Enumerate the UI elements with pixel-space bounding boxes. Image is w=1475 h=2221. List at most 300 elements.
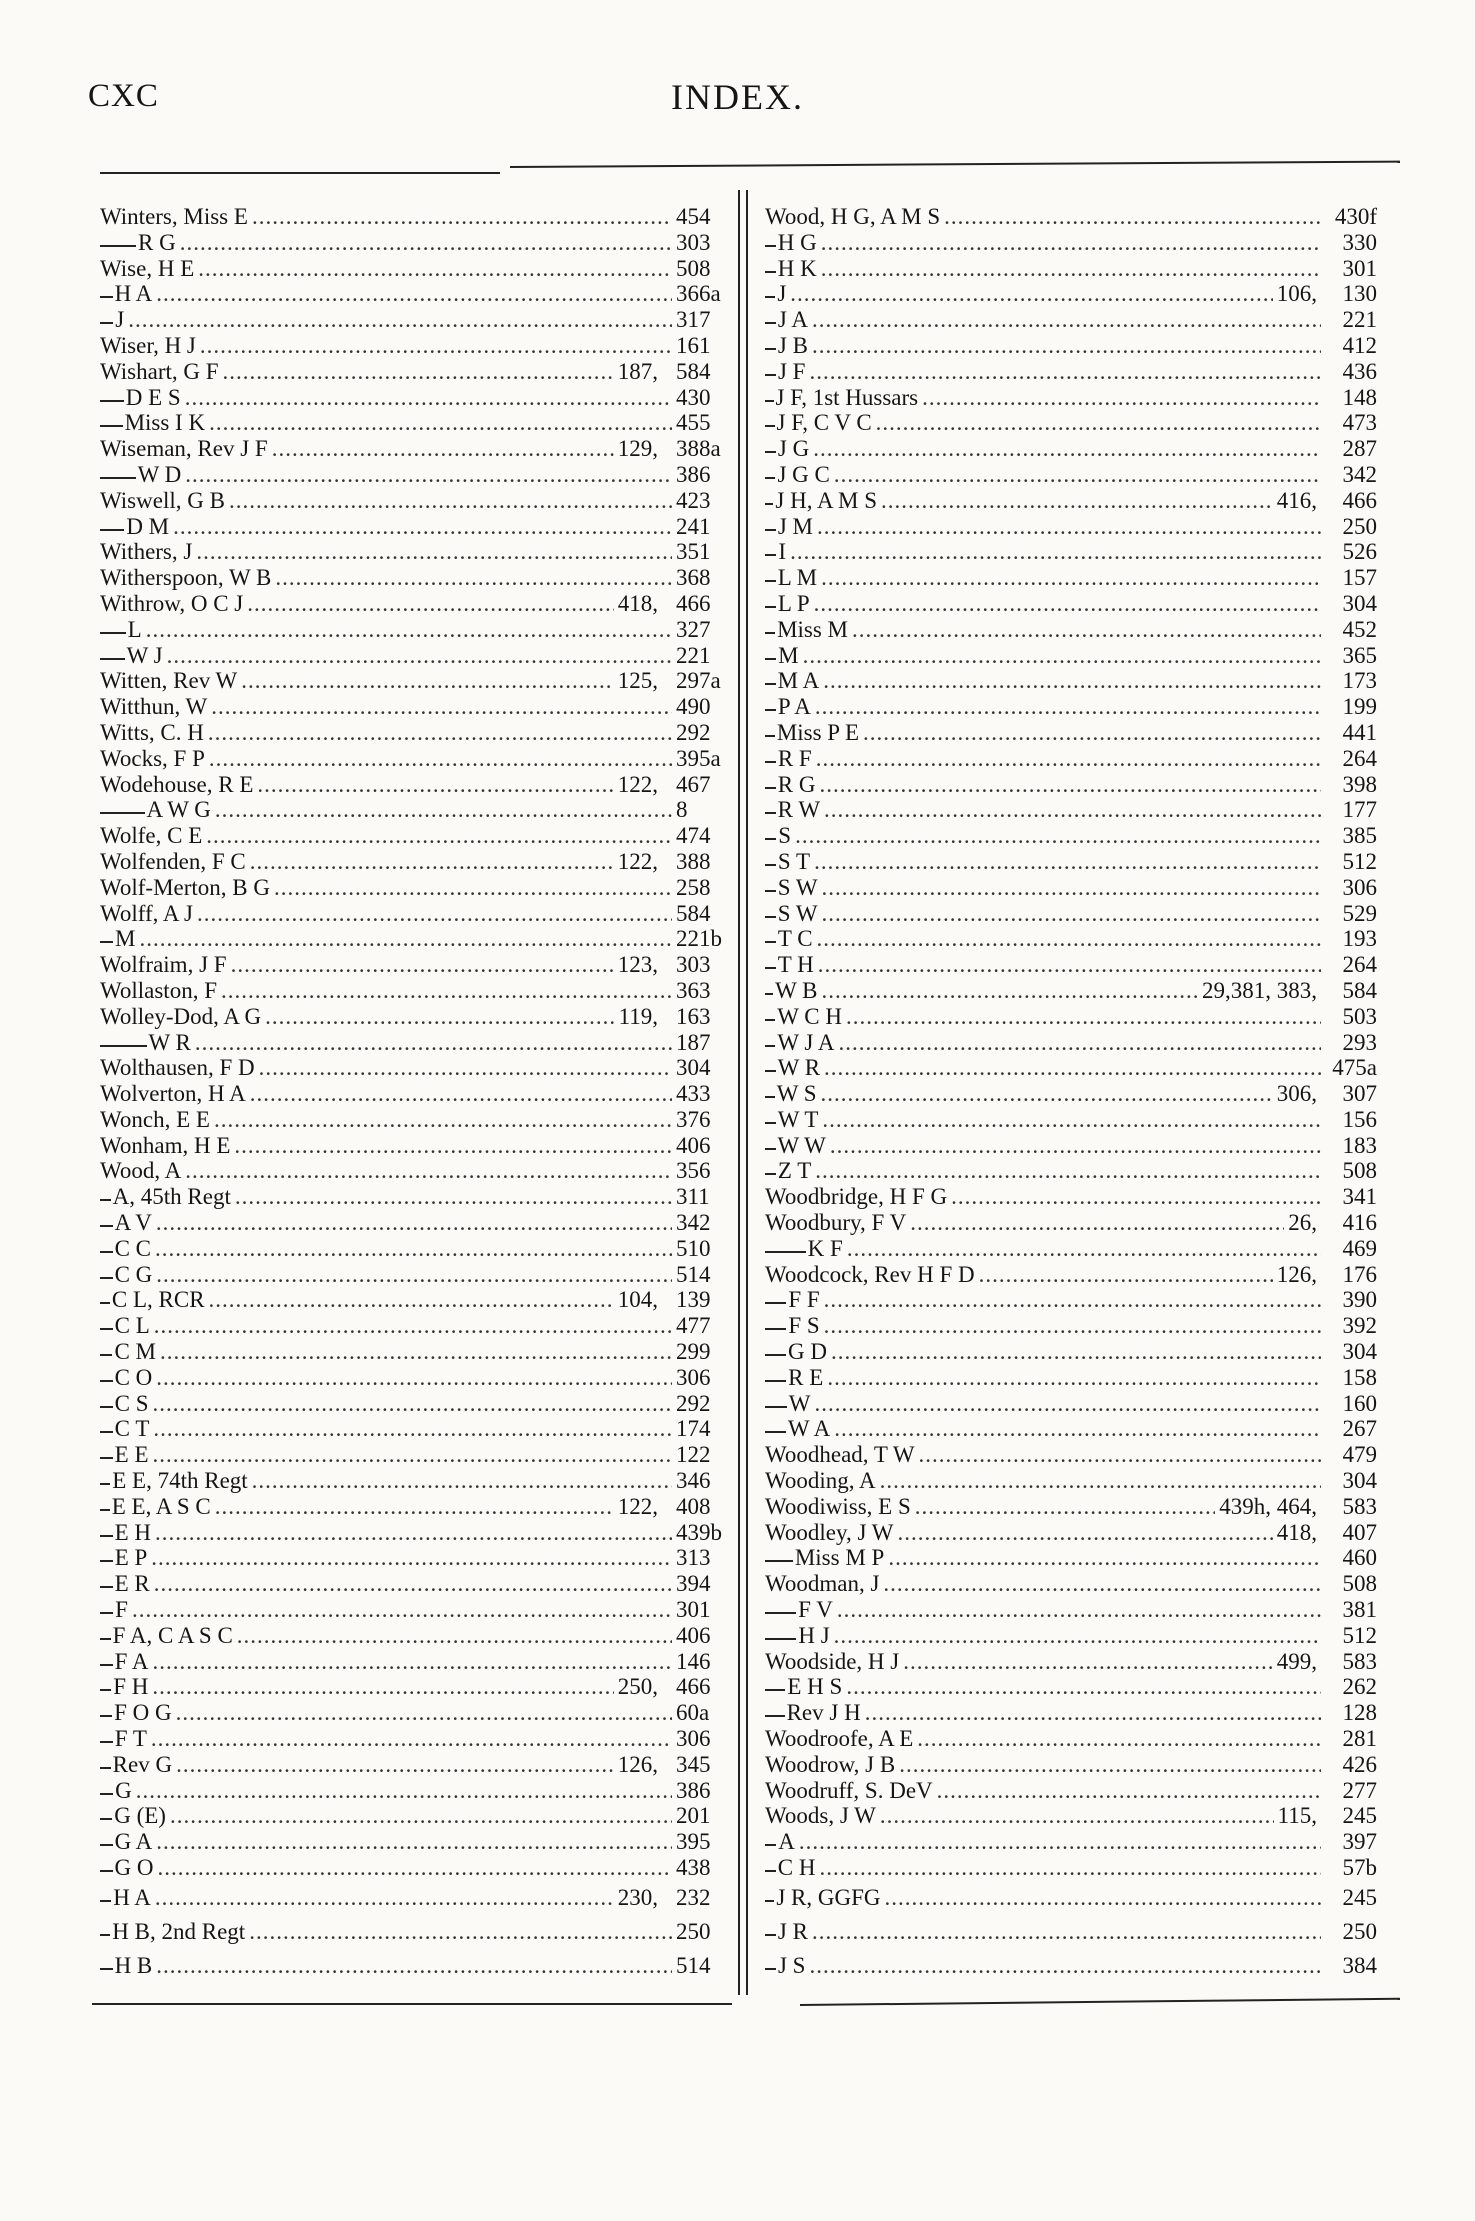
entry-name: Woodroofe, A E [765, 1726, 914, 1752]
entry-name: J M [777, 513, 813, 539]
entry-page: 584 [676, 900, 711, 926]
entry-name: R G [777, 771, 816, 797]
dot-leader [815, 694, 1321, 720]
entry-page: 277 [1342, 1777, 1377, 1803]
entry-page: 406 [676, 1132, 711, 1158]
dot-leader [237, 1623, 672, 1649]
entry-name: E P [114, 1545, 148, 1571]
entry-name: J F, C V C [776, 410, 872, 436]
entry-name: D M [126, 513, 170, 539]
entry-name: F A [114, 1648, 149, 1674]
index-entry [100, 643, 732, 669]
entry-name: W R [777, 1055, 821, 1081]
entry-page: 356 [676, 1158, 711, 1184]
entry-page: 510 [676, 1235, 711, 1261]
entry-extra-pages: 122, [617, 1493, 658, 1519]
entry-extra-pages: 126, [1276, 1261, 1317, 1287]
entry-extra-pages: 106, [1276, 281, 1317, 307]
dot-leader [156, 1210, 672, 1236]
entry-name: C L [114, 1313, 150, 1339]
entry-name: R E [788, 1364, 824, 1390]
index-entry [100, 1752, 732, 1778]
entry-page: 8 [676, 797, 688, 823]
dot-leader [795, 823, 1321, 849]
dot-leader [167, 643, 672, 669]
dot-leader [185, 1158, 672, 1184]
dot-leader [209, 1287, 614, 1313]
top-rule-left [100, 172, 500, 174]
index-entry [765, 926, 1377, 952]
ditto-dash [765, 1251, 806, 1253]
entry-page: 174 [676, 1416, 711, 1442]
index-entry [765, 1391, 1377, 1417]
index-entry [765, 1949, 1377, 1983]
entry-page: 390 [1342, 1287, 1377, 1313]
index-entry [100, 1597, 732, 1623]
entry-name: W A [787, 1416, 831, 1442]
index-entry [765, 488, 1377, 514]
dot-leader [257, 772, 613, 798]
entry-name: C G [114, 1261, 153, 1287]
index-entry [100, 1494, 732, 1520]
entry-name: M A [777, 668, 820, 694]
entry-name: F H [113, 1674, 149, 1700]
entry-page: 250 [1342, 1918, 1377, 1944]
dot-leader [814, 591, 1321, 617]
bottom-rule-right [800, 1998, 1400, 2006]
index-entry [100, 385, 732, 411]
entry-name: Wood, H G, A M S [765, 204, 941, 229]
entry-name: Woodside, H J [765, 1648, 900, 1674]
entry-page: 412 [1342, 332, 1377, 358]
index-entry [100, 746, 732, 772]
index-entry [765, 436, 1377, 462]
index-entry [100, 462, 732, 488]
dot-leader [831, 1339, 1321, 1365]
ditto-dash [765, 271, 776, 273]
entry-page: 490 [676, 694, 711, 720]
entry-name: Wolfe, C E [100, 823, 203, 849]
entry-name: S W [777, 900, 818, 926]
index-entry [765, 1494, 1377, 1520]
dot-leader [824, 1313, 1321, 1339]
ditto-dash [765, 1431, 786, 1433]
index-entry [100, 1468, 732, 1494]
entry-page: 381 [1342, 1597, 1377, 1623]
ditto-dash [765, 709, 776, 711]
entry-name: T H [777, 952, 814, 978]
entry-page: 430f [1334, 204, 1377, 229]
ditto-dash [765, 400, 774, 402]
entry-page: 303 [676, 952, 711, 978]
index-entry [765, 539, 1377, 565]
index-entry [765, 462, 1377, 488]
entry-page: 232 [676, 1884, 711, 1910]
entry-name: E H [114, 1519, 152, 1545]
entry-page: 161 [676, 332, 711, 358]
dot-leader [229, 488, 672, 514]
index-entry [765, 694, 1377, 720]
index-entry [765, 281, 1377, 307]
index-entry [765, 333, 1377, 359]
entry-name: Wiswell, G B [100, 487, 225, 513]
index-entry [765, 410, 1377, 436]
dot-leader [846, 1674, 1321, 1700]
dot-leader [154, 1571, 672, 1597]
ditto-dash [100, 1793, 113, 1795]
ditto-dash [100, 1328, 113, 1330]
entry-name: R F [777, 745, 812, 771]
index-entry [100, 565, 732, 591]
index-entry [100, 617, 732, 643]
ditto-dash [100, 1689, 111, 1691]
ditto-dash [100, 245, 136, 247]
entry-name: Withrow, O C J [100, 590, 244, 616]
index-entry [100, 1055, 732, 1081]
entry-extra-pages: 230, [617, 1884, 658, 1910]
dot-leader [822, 875, 1321, 901]
entry-name: J S [777, 1952, 806, 1978]
dot-leader [153, 1442, 672, 1468]
entry-name: K F [807, 1235, 843, 1261]
index-entry [100, 797, 732, 823]
index-entry [100, 1949, 732, 1983]
entry-name: Wise, H E [100, 255, 195, 281]
entry-extra-pages: 29,381, 383, [1202, 977, 1317, 1003]
index-entry [765, 1778, 1377, 1804]
index-entry [100, 1287, 732, 1313]
entry-name: T C [777, 926, 813, 952]
dot-leader [822, 901, 1321, 927]
entry-page: 307 [1342, 1081, 1377, 1107]
index-entry [765, 1158, 1377, 1184]
entry-page: 306 [1342, 874, 1377, 900]
dot-leader [209, 410, 672, 436]
entry-page: 281 [1342, 1726, 1377, 1752]
index-entry [100, 1726, 732, 1752]
entry-name: Rev G [112, 1751, 173, 1777]
entry-name: J G [777, 436, 810, 462]
dot-leader [888, 1545, 1321, 1571]
entry-name: E E, 74th Regt [112, 1468, 248, 1494]
dot-leader [156, 1949, 672, 1983]
entry-page: 406 [676, 1622, 711, 1648]
entry-name: S T [777, 848, 811, 874]
index-entry [100, 539, 732, 565]
entry-page: 526 [1342, 539, 1377, 565]
dot-leader [821, 1081, 1273, 1107]
entry-name: Woodhead, T W [765, 1442, 915, 1468]
dot-leader [206, 823, 672, 849]
entry-page: 245 [1342, 1884, 1377, 1910]
entry-page: 441 [1342, 719, 1377, 745]
entry-name: Witts, C. H [100, 719, 204, 745]
dot-leader [799, 1829, 1321, 1855]
index-entry [100, 1081, 732, 1107]
index-entry [100, 1262, 732, 1288]
entry-name: F V [798, 1597, 833, 1623]
entry-page: 304 [676, 1055, 711, 1081]
ditto-dash [100, 1483, 110, 1485]
entry-page: 433 [676, 1081, 711, 1107]
ditto-dash [765, 1844, 776, 1846]
entry-page: 455 [676, 410, 711, 436]
entry-name: A, 45th Regt [112, 1184, 231, 1210]
index-entry [100, 436, 732, 462]
dot-leader [821, 978, 1198, 1004]
index-entry [765, 514, 1377, 540]
index-entry [100, 1236, 732, 1262]
index-entry [765, 1313, 1377, 1339]
entry-name: Wolfenden, F C [100, 848, 246, 874]
entry-page: 221 [676, 642, 711, 668]
dot-leader [821, 256, 1321, 282]
ditto-dash [100, 1354, 112, 1356]
dot-leader [211, 694, 672, 720]
ditto-dash [100, 1870, 113, 1872]
entry-name: C O [114, 1364, 153, 1390]
entry-page: 262 [1342, 1674, 1377, 1700]
index-entry [765, 1081, 1377, 1107]
entry-name: J F [777, 358, 806, 384]
entry-page: 306 [676, 1726, 711, 1752]
index-entry [100, 307, 732, 333]
index-entry [765, 230, 1377, 256]
entry-name: H A [114, 281, 153, 307]
dot-leader [910, 1210, 1284, 1236]
dot-leader [215, 797, 672, 823]
dot-leader [790, 281, 1272, 307]
entry-page: 584 [676, 358, 711, 384]
entry-name: G O [114, 1855, 154, 1880]
entry-name: J [115, 307, 125, 333]
entry-page: 386 [676, 461, 711, 487]
entry-name: A [778, 1829, 795, 1855]
entry-page: 177 [1342, 797, 1377, 823]
dot-leader [176, 1752, 614, 1778]
dot-leader [139, 926, 672, 952]
entry-page: 341 [1342, 1184, 1377, 1210]
dot-leader [173, 514, 672, 540]
ditto-dash [765, 1328, 786, 1330]
entry-page: 479 [1342, 1442, 1377, 1468]
entry-page: 469 [1342, 1235, 1377, 1261]
index-entry [100, 1571, 732, 1597]
dot-leader [176, 1700, 672, 1726]
ditto-dash [100, 1225, 113, 1227]
dot-leader [812, 1915, 1321, 1949]
dot-leader [198, 256, 672, 282]
index-entry [100, 1004, 732, 1030]
ditto-dash [765, 1019, 775, 1021]
ditto-dash [765, 1302, 786, 1304]
entry-name: C C [114, 1235, 152, 1261]
entry-name: E H S [787, 1674, 843, 1700]
ditto-dash [765, 1560, 793, 1562]
index-entry [765, 1236, 1377, 1262]
entry-extra-pages: 499, [1276, 1648, 1317, 1674]
dot-leader [265, 1004, 615, 1030]
dot-leader [823, 668, 1321, 694]
index-entry [100, 1778, 732, 1804]
ditto-dash [100, 1199, 111, 1201]
ditto-dash [100, 1277, 113, 1279]
entry-name: C T [114, 1416, 150, 1442]
entry-extra-pages: 250, [617, 1674, 658, 1700]
entry-extra-pages: 187, [617, 358, 658, 384]
ditto-dash [100, 1818, 112, 1820]
entry-name: Woodiwiss, E S [765, 1493, 911, 1519]
ditto-dash [100, 1431, 113, 1433]
ditto-dash [765, 1096, 775, 1098]
index-entry [765, 772, 1377, 798]
dot-leader [153, 1649, 672, 1675]
index-entry [765, 643, 1377, 669]
ditto-dash [765, 451, 776, 453]
entry-page: 293 [1342, 1029, 1377, 1055]
index-entry [100, 1649, 732, 1675]
entry-page: 583 [1342, 1493, 1377, 1519]
ditto-dash [765, 503, 773, 505]
entry-name: F T [114, 1726, 147, 1752]
ditto-dash [765, 916, 776, 918]
entry-page: 376 [676, 1106, 711, 1132]
page-title: INDEX. [671, 77, 804, 117]
entry-name: Wolley-Dod, A G [100, 1003, 262, 1029]
entry-page: 345 [676, 1751, 711, 1777]
entry-name: Wooding, A [765, 1468, 876, 1494]
entry-name: Wocks, F P [100, 745, 205, 771]
index-entry [100, 1803, 732, 1829]
entry-page: 122 [676, 1442, 711, 1468]
entry-page: 193 [1342, 926, 1377, 952]
entry-name: J A [777, 307, 808, 333]
entry-page: 267 [1342, 1416, 1377, 1442]
entry-name: Woodcock, Rev H F D [765, 1261, 975, 1287]
dot-leader [814, 849, 1321, 875]
index-entry [765, 1442, 1377, 1468]
index-entry [765, 875, 1377, 901]
entry-name: P A [777, 694, 811, 720]
index-entry [765, 1726, 1377, 1752]
entry-name: S W [777, 874, 818, 900]
dot-leader [156, 281, 672, 307]
dot-leader [274, 875, 672, 901]
dot-leader [819, 1855, 1321, 1881]
entry-name: Witherspoon, W B [100, 565, 272, 591]
entry-page: 245 [1342, 1803, 1377, 1829]
entry-name: Wollaston, F [100, 977, 217, 1003]
index-entry [100, 359, 732, 385]
entry-page: 317 [676, 307, 711, 333]
entry-page: 508 [676, 255, 711, 281]
dot-leader [250, 1081, 672, 1107]
entry-extra-pages: 104, [617, 1287, 658, 1313]
entry-extra-pages: 119, [618, 1003, 658, 1029]
entry-name: L M [777, 565, 818, 591]
index-entry [765, 1881, 1377, 1915]
index-entry [100, 1339, 732, 1365]
ditto-dash [100, 1741, 113, 1743]
dot-leader [880, 1468, 1321, 1494]
entry-page: 366a [676, 281, 721, 307]
index-entry [765, 359, 1377, 385]
entry-name: F F [788, 1287, 820, 1313]
entry-name: H K [777, 255, 817, 281]
entry-page: 258 [676, 874, 711, 900]
ditto-dash [100, 1767, 111, 1769]
entry-name: J R [777, 1918, 808, 1944]
entry-name: W T [777, 1106, 819, 1132]
ditto-dash [765, 993, 773, 995]
dot-leader [821, 565, 1321, 591]
entry-page: 584 [1342, 977, 1377, 1003]
entry-name: J R, GGFG [776, 1884, 881, 1910]
entry-page: 221 [1342, 307, 1377, 333]
entry-name: C S [114, 1390, 149, 1416]
ditto-dash [765, 838, 776, 840]
entry-page: 160 [1342, 1390, 1377, 1416]
dot-leader [809, 1949, 1321, 1983]
dot-leader [259, 1055, 672, 1081]
index-entry [765, 307, 1377, 333]
dot-leader [812, 333, 1321, 359]
index-entry [765, 668, 1377, 694]
entry-page: 460 [1342, 1545, 1377, 1571]
entry-page: 297a [676, 668, 721, 694]
entry-name: Wishart, G F [100, 358, 219, 384]
entry-page: 342 [1342, 461, 1377, 487]
ditto-dash [100, 322, 113, 324]
index-entry [765, 1133, 1377, 1159]
index-entry [100, 1915, 732, 1949]
entry-name: J G C [777, 461, 830, 487]
index-entry [765, 746, 1377, 772]
index-entry [765, 1416, 1377, 1442]
ditto-dash [100, 1509, 110, 1511]
dot-leader [917, 1726, 1321, 1752]
index-entry [765, 1210, 1377, 1236]
column-divider [738, 190, 740, 1995]
index-entry [100, 1158, 732, 1184]
dot-leader [132, 1597, 672, 1623]
entry-page: 365 [1342, 642, 1377, 668]
entry-page: 514 [676, 1952, 711, 1978]
dot-leader [160, 1339, 672, 1365]
dot-leader [241, 668, 613, 694]
index-entry [765, 1468, 1377, 1494]
index-entry [100, 256, 732, 282]
ditto-dash [100, 1457, 113, 1459]
dot-leader [876, 410, 1321, 436]
entry-name: W C H [777, 1003, 842, 1029]
ditto-dash [100, 1045, 147, 1047]
ditto-dash [765, 787, 776, 789]
entry-page: 395a [676, 745, 721, 771]
entry-name: R W [777, 797, 821, 823]
entry-name: G D [788, 1339, 827, 1365]
entry-name: Wood, A [100, 1158, 182, 1184]
dot-leader [922, 385, 1321, 411]
entry-page: 327 [676, 616, 711, 642]
entry-page: 529 [1342, 900, 1377, 926]
entry-page: 423 [676, 487, 711, 513]
entry-page: 363 [676, 977, 711, 1003]
dot-leader [813, 436, 1321, 462]
dot-leader [937, 1778, 1321, 1804]
ditto-dash [765, 1612, 796, 1614]
dot-leader [209, 746, 672, 772]
